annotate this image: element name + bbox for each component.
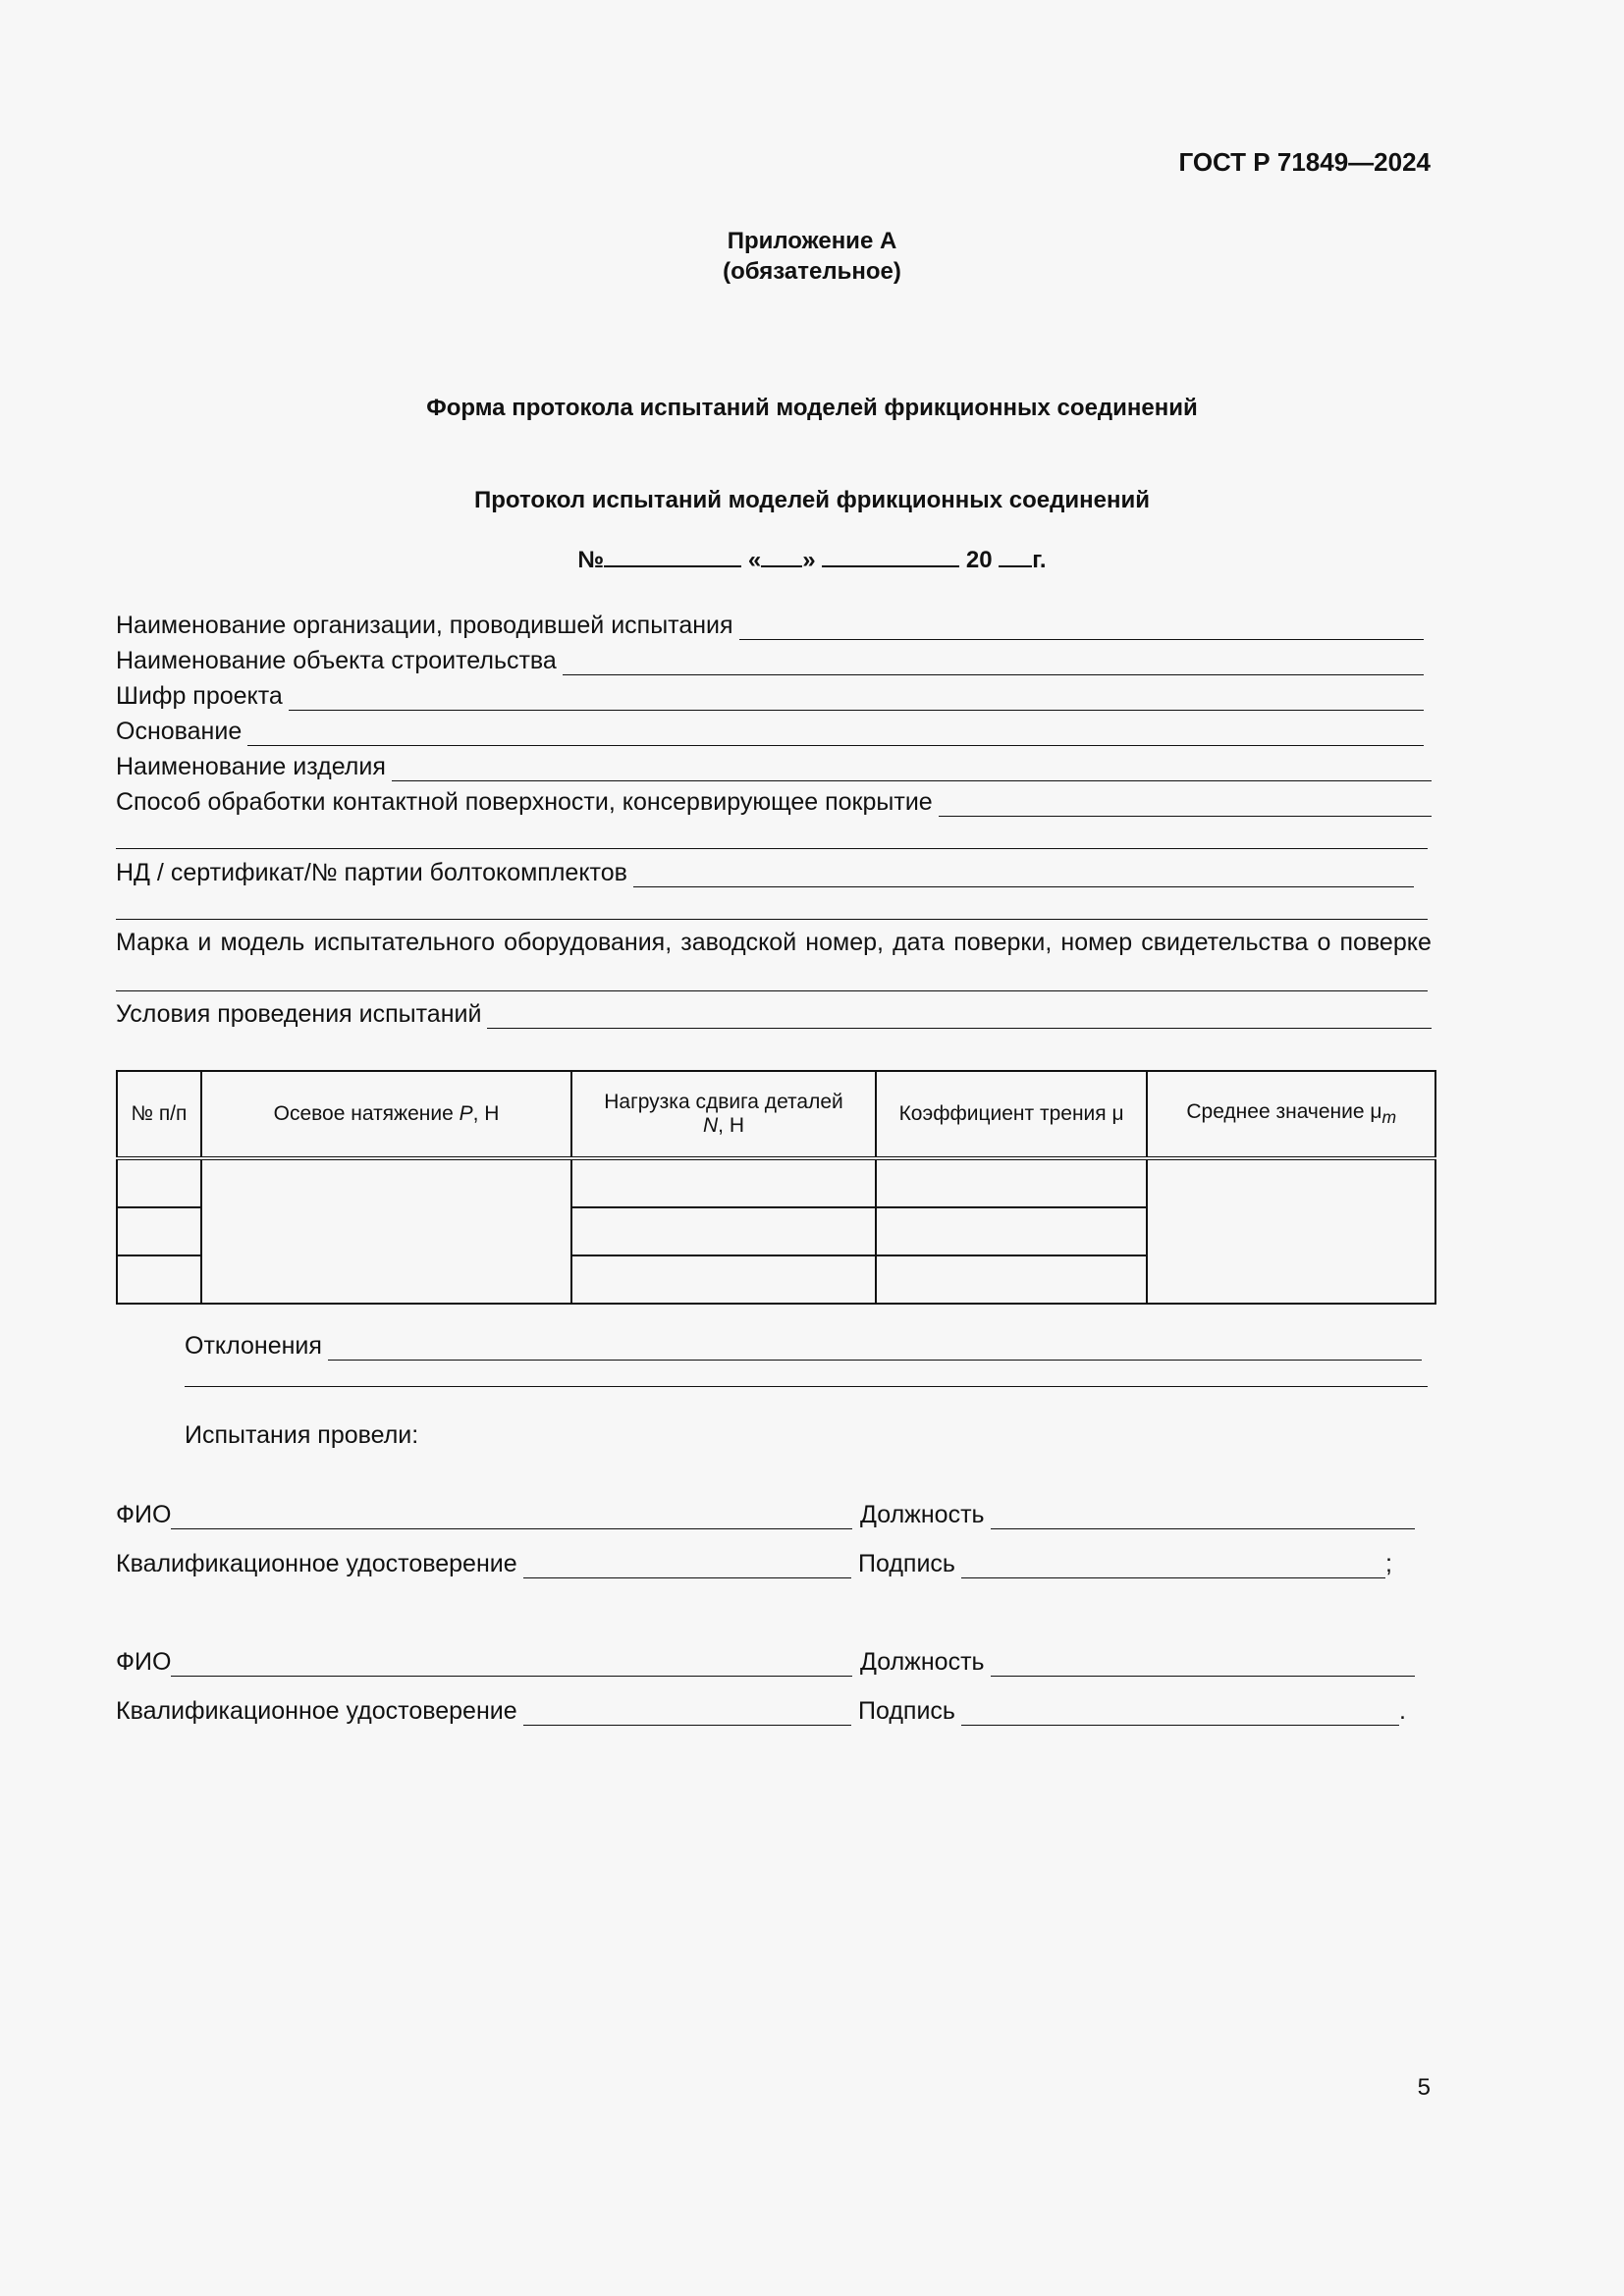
equipment-word: поверки, bbox=[953, 929, 1053, 956]
quote-open: « bbox=[747, 547, 762, 573]
qualification-label: Квалификационное удостоверение bbox=[116, 1697, 517, 1725]
col-friction-header: Коэффициент трения μ bbox=[876, 1071, 1148, 1158]
equipment-word: и bbox=[197, 929, 212, 956]
equipment-word: испытательного bbox=[313, 929, 495, 956]
signature-block-1-position bbox=[860, 1498, 1415, 1529]
field-conditions bbox=[116, 997, 1432, 1029]
cell-friction[interactable] bbox=[876, 1207, 1148, 1255]
standard-code: ГОСТ Р 71849—2024 bbox=[1178, 147, 1431, 177]
signature-block-2-signature bbox=[858, 1694, 1406, 1726]
equipment-word: о bbox=[1317, 929, 1331, 956]
equipment-word: заводской bbox=[680, 929, 797, 956]
field-equipment-label bbox=[116, 929, 1432, 957]
field-bolts-blank[interactable] bbox=[633, 863, 1414, 887]
position-blank[interactable] bbox=[991, 1505, 1415, 1529]
field-project-code bbox=[116, 679, 1424, 711]
equipment-word: Марка bbox=[116, 929, 189, 956]
signature-block-2-position bbox=[860, 1645, 1415, 1677]
field-surface-treatment-blank[interactable] bbox=[939, 792, 1432, 817]
field-product bbox=[116, 750, 1432, 781]
signature-end: . bbox=[1398, 1697, 1406, 1725]
field-product-blank[interactable] bbox=[392, 757, 1432, 781]
number-sign: № bbox=[577, 547, 605, 573]
col-mean-header bbox=[1147, 1071, 1435, 1158]
equipment-word: свидетельства bbox=[1141, 929, 1309, 956]
position-label: Должность bbox=[860, 1648, 985, 1676]
col-shear-unit: , Н bbox=[718, 1114, 744, 1137]
signature-label: Подпись bbox=[858, 1697, 955, 1725]
day-blank[interactable] bbox=[761, 546, 802, 567]
col-mean-subscript: m bbox=[1381, 1107, 1397, 1128]
signature-blank[interactable] bbox=[961, 1554, 1385, 1578]
protocol-title: Протокол испытаний моделей фрикционных соединений bbox=[474, 487, 1150, 513]
field-conditions-label: Условия проведения испытаний bbox=[116, 1000, 482, 1028]
col-shear-label: Нагрузка сдвига деталей bbox=[604, 1091, 843, 1113]
col-axial-label: Осевое натяжение bbox=[273, 1102, 460, 1125]
field-surface-treatment-label: Способ обработки контактной поверхности, консервирующее покрытие bbox=[116, 788, 933, 816]
position-blank[interactable] bbox=[991, 1652, 1415, 1677]
cell-shear[interactable] bbox=[571, 1207, 876, 1255]
annex-title: Приложение А bbox=[727, 228, 897, 254]
field-object bbox=[116, 644, 1424, 675]
col-number-header: № п/п bbox=[117, 1071, 201, 1158]
field-project-code-label: Шифр проекта bbox=[116, 682, 283, 710]
fio-blank[interactable] bbox=[171, 1652, 852, 1677]
cell-mean-merged[interactable] bbox=[1147, 1158, 1435, 1304]
cell-number[interactable] bbox=[117, 1255, 201, 1304]
cell-friction[interactable] bbox=[876, 1158, 1148, 1207]
table-row bbox=[117, 1158, 1435, 1207]
month-blank[interactable] bbox=[822, 546, 959, 567]
field-object-blank[interactable] bbox=[563, 651, 1424, 675]
equipment-word: номер, bbox=[805, 929, 884, 956]
field-basis-label: Основание bbox=[116, 718, 243, 745]
number-blank[interactable] bbox=[604, 546, 741, 567]
field-bolts-label: НД / сертификат/№ партии болтокомплектов bbox=[116, 859, 627, 886]
signature-label: Подпись bbox=[858, 1550, 955, 1577]
cell-shear[interactable] bbox=[571, 1158, 876, 1207]
cell-shear[interactable] bbox=[571, 1255, 876, 1304]
col-axial-symbol: P bbox=[459, 1102, 473, 1125]
field-deviations bbox=[185, 1329, 1422, 1361]
field-surface-treatment bbox=[116, 785, 1432, 817]
annex-subtitle: (обязательное) bbox=[723, 258, 901, 285]
annex-heading bbox=[0, 226, 1624, 287]
equipment-word: оборудования, bbox=[504, 929, 673, 956]
field-bolts-blank-2[interactable] bbox=[116, 919, 1428, 920]
equipment-word: модель bbox=[220, 929, 305, 956]
year-prefix: 20 bbox=[965, 547, 993, 573]
equipment-word: номер bbox=[1060, 929, 1133, 956]
col-shear-symbol: N bbox=[702, 1114, 719, 1137]
tested-by-label: Испытания провели: bbox=[185, 1421, 419, 1449]
field-project-code-blank[interactable] bbox=[289, 686, 1424, 711]
fio-blank[interactable] bbox=[171, 1505, 852, 1529]
position-label: Должность bbox=[860, 1501, 985, 1528]
cell-number[interactable] bbox=[117, 1207, 201, 1255]
fio-label: ФИО bbox=[116, 1501, 172, 1528]
signature-block-1-signature bbox=[858, 1547, 1392, 1578]
signature-block-1-fio bbox=[116, 1498, 852, 1529]
signature-blank[interactable] bbox=[961, 1701, 1399, 1726]
field-deviations-blank-2[interactable] bbox=[185, 1386, 1428, 1387]
year-blank[interactable] bbox=[999, 546, 1032, 567]
field-basis-blank[interactable] bbox=[247, 721, 1424, 746]
results-table bbox=[116, 1070, 1436, 1305]
col-mean-label: Среднее значение μ bbox=[1186, 1099, 1382, 1123]
cell-axial-merged[interactable] bbox=[201, 1158, 571, 1304]
cell-number[interactable] bbox=[117, 1158, 201, 1207]
signature-end: ; bbox=[1384, 1550, 1392, 1577]
field-organization bbox=[116, 609, 1424, 640]
field-basis bbox=[116, 715, 1424, 746]
col-axial-unit: , Н bbox=[472, 1102, 500, 1125]
field-product-label: Наименование изделия bbox=[116, 753, 386, 780]
protocol-number-line bbox=[0, 546, 1624, 574]
col-axial-header bbox=[201, 1071, 571, 1158]
form-title: Форма протокола испытаний моделей фрикционных соединений bbox=[426, 395, 1198, 421]
signature-block-2-fio bbox=[116, 1645, 852, 1677]
year-suffix: г. bbox=[1032, 547, 1047, 573]
quote-close: » bbox=[802, 547, 816, 573]
field-bolts bbox=[116, 856, 1414, 887]
page-number: 5 bbox=[1417, 2074, 1431, 2101]
signature-block-2-qualification bbox=[116, 1694, 851, 1726]
field-deviations-blank[interactable] bbox=[328, 1336, 1422, 1361]
qualification-blank[interactable] bbox=[523, 1554, 851, 1578]
field-conditions-blank[interactable] bbox=[487, 1004, 1432, 1029]
field-surface-treatment-blank-2[interactable] bbox=[116, 848, 1428, 849]
equipment-word: дата bbox=[893, 929, 946, 956]
qualification-label: Квалификационное удостоверение bbox=[116, 1550, 517, 1577]
fio-label: ФИО bbox=[116, 1648, 172, 1676]
signature-block-1-qualification bbox=[116, 1547, 851, 1578]
col-shear-header bbox=[571, 1071, 876, 1158]
qualification-blank[interactable] bbox=[523, 1701, 851, 1726]
field-object-label: Наименование объекта строительства bbox=[116, 647, 557, 674]
field-equipment-blank[interactable] bbox=[116, 990, 1428, 991]
field-organization-blank[interactable] bbox=[739, 615, 1424, 640]
cell-friction[interactable] bbox=[876, 1255, 1148, 1304]
field-organization-label: Наименование организации, проводившей испытания bbox=[116, 612, 733, 639]
equipment-word: поверке bbox=[1339, 929, 1432, 956]
field-deviations-label: Отклонения bbox=[185, 1332, 322, 1360]
table-header-row bbox=[117, 1071, 1435, 1158]
